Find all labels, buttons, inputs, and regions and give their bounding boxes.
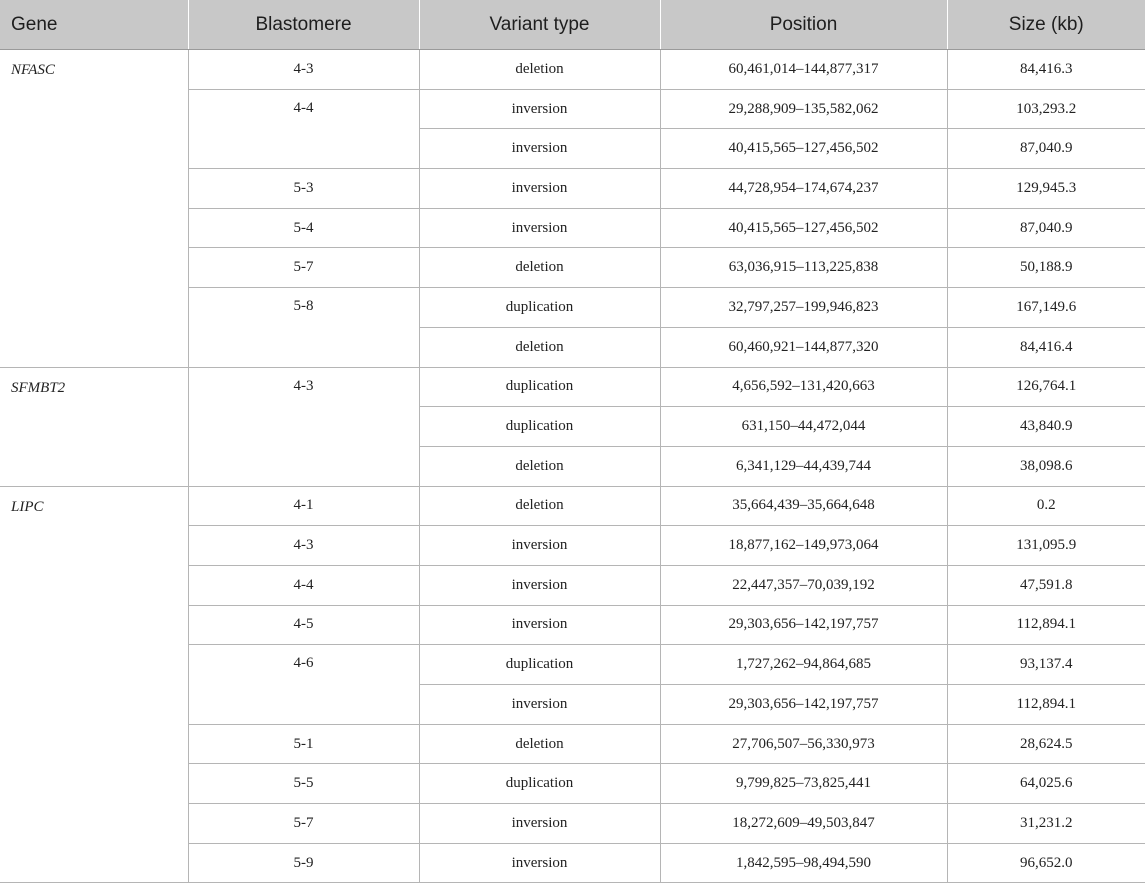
blastomere-cell: 4-4 xyxy=(188,565,419,605)
blastomere-cell: 5-3 xyxy=(188,169,419,209)
variant-type-cell: inversion xyxy=(419,129,660,169)
blastomere-cell: 5-5 xyxy=(188,764,419,804)
size-cell: 64,025.6 xyxy=(947,764,1145,804)
size-cell: 112,894.1 xyxy=(947,605,1145,645)
variant-type-cell: inversion xyxy=(419,208,660,248)
size-cell: 126,764.1 xyxy=(947,367,1145,407)
blastomere-cell: 4-3 xyxy=(188,50,419,90)
blastomere-cell: 4-6 xyxy=(188,645,419,724)
blastomere-cell: 5-7 xyxy=(188,804,419,844)
variant-type-cell: deletion xyxy=(419,248,660,288)
position-cell: 40,415,565–127,456,502 xyxy=(660,208,947,248)
header-size: Size (kb) xyxy=(947,0,1145,50)
variant-type-cell: deletion xyxy=(419,327,660,367)
size-cell: 84,416.4 xyxy=(947,327,1145,367)
position-cell: 631,150–44,472,044 xyxy=(660,407,947,447)
position-cell: 4,656,592–131,420,663 xyxy=(660,367,947,407)
position-cell: 22,447,357–70,039,192 xyxy=(660,565,947,605)
position-cell: 40,415,565–127,456,502 xyxy=(660,129,947,169)
size-cell: 87,040.9 xyxy=(947,129,1145,169)
size-cell: 50,188.9 xyxy=(947,248,1145,288)
variant-type-cell: deletion xyxy=(419,446,660,486)
variant-type-cell: inversion xyxy=(419,169,660,209)
size-cell: 43,840.9 xyxy=(947,407,1145,447)
variant-type-cell: inversion xyxy=(419,685,660,725)
size-cell: 28,624.5 xyxy=(947,724,1145,764)
position-cell: 1,727,262–94,864,685 xyxy=(660,645,947,685)
size-cell: 87,040.9 xyxy=(947,208,1145,248)
gene-cell: NFASC xyxy=(0,50,188,368)
position-cell: 1,842,595–98,494,590 xyxy=(660,843,947,883)
position-cell: 63,036,915–113,225,838 xyxy=(660,248,947,288)
position-cell: 27,706,507–56,330,973 xyxy=(660,724,947,764)
variant-type-cell: deletion xyxy=(419,486,660,526)
size-cell: 112,894.1 xyxy=(947,685,1145,725)
variant-type-cell: deletion xyxy=(419,50,660,90)
blastomere-cell: 4-4 xyxy=(188,89,419,168)
position-cell: 29,303,656–142,197,757 xyxy=(660,685,947,725)
position-cell: 60,460,921–144,877,320 xyxy=(660,327,947,367)
variant-type-cell: duplication xyxy=(419,288,660,328)
gene-cell: LIPC xyxy=(0,486,188,883)
blastomere-cell: 5-1 xyxy=(188,724,419,764)
blastomere-cell: 4-5 xyxy=(188,605,419,645)
size-cell: 38,098.6 xyxy=(947,446,1145,486)
size-cell: 167,149.6 xyxy=(947,288,1145,328)
blastomere-cell: 5-8 xyxy=(188,288,419,367)
gene-cell: SFMBT2 xyxy=(0,367,188,486)
blastomere-cell: 5-9 xyxy=(188,843,419,883)
variant-type-cell: duplication xyxy=(419,367,660,407)
variant-type-cell: inversion xyxy=(419,843,660,883)
table-row xyxy=(0,50,1145,90)
position-cell: 29,288,909–135,582,062 xyxy=(660,89,947,129)
size-cell: 84,416.3 xyxy=(947,50,1145,90)
variant-type-cell: duplication xyxy=(419,407,660,447)
header-gene: Gene xyxy=(0,0,188,50)
blastomere-cell: 4-3 xyxy=(188,367,419,486)
variant-type-cell: inversion xyxy=(419,605,660,645)
variant-type-cell: inversion xyxy=(419,526,660,566)
variant-type-cell: duplication xyxy=(419,645,660,685)
blastomere-cell: 4-3 xyxy=(188,526,419,566)
size-cell: 129,945.3 xyxy=(947,169,1145,209)
header-variant-type: Variant type xyxy=(419,0,660,50)
position-cell: 44,728,954–174,674,237 xyxy=(660,169,947,209)
blastomere-cell: 5-7 xyxy=(188,248,419,288)
position-cell: 35,664,439–35,664,648 xyxy=(660,486,947,526)
size-cell: 47,591.8 xyxy=(947,565,1145,605)
header-position: Position xyxy=(660,0,947,50)
position-cell: 29,303,656–142,197,757 xyxy=(660,605,947,645)
header-blastomere: Blastomere xyxy=(188,0,419,50)
position-cell: 9,799,825–73,825,441 xyxy=(660,764,947,804)
size-cell: 96,652.0 xyxy=(947,843,1145,883)
header-row xyxy=(0,0,1145,50)
position-cell: 18,272,609–49,503,847 xyxy=(660,804,947,844)
position-cell: 60,461,014–144,877,317 xyxy=(660,50,947,90)
variant-type-cell: inversion xyxy=(419,89,660,129)
size-cell: 0.2 xyxy=(947,486,1145,526)
blastomere-cell: 5-4 xyxy=(188,208,419,248)
variant-type-cell: deletion xyxy=(419,724,660,764)
table-row xyxy=(0,367,1145,407)
variant-type-cell: inversion xyxy=(419,565,660,605)
position-cell: 32,797,257–199,946,823 xyxy=(660,288,947,328)
variant-type-cell: inversion xyxy=(419,804,660,844)
size-cell: 93,137.4 xyxy=(947,645,1145,685)
size-cell: 131,095.9 xyxy=(947,526,1145,566)
position-cell: 18,877,162–149,973,064 xyxy=(660,526,947,566)
blastomere-cell: 4-1 xyxy=(188,486,419,526)
position-cell: 6,341,129–44,439,744 xyxy=(660,446,947,486)
variant-type-cell: duplication xyxy=(419,764,660,804)
table-row xyxy=(0,486,1145,526)
size-cell: 31,231.2 xyxy=(947,804,1145,844)
size-cell: 103,293.2 xyxy=(947,89,1145,129)
